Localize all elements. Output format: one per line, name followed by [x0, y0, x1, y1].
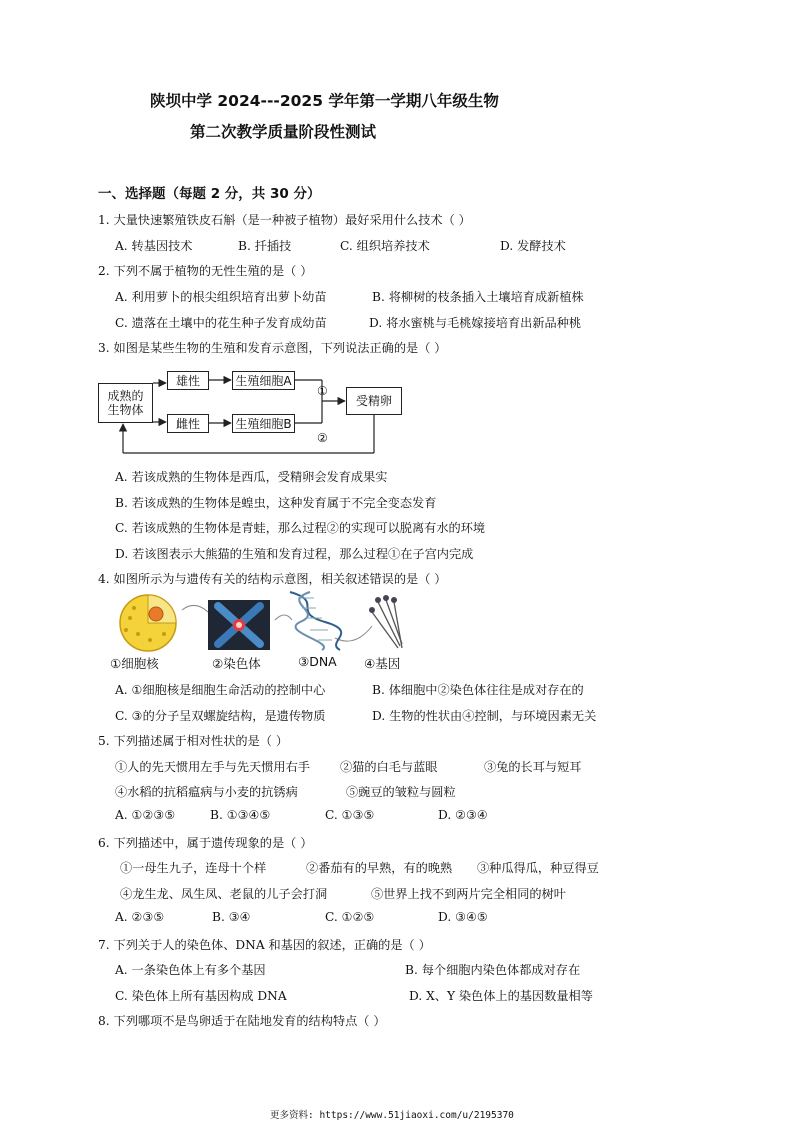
caption-nucleus: ①细胞核 — [110, 656, 159, 671]
question-5-option-b: B. ①③④⑤ — [210, 808, 271, 822]
question-8-stem: 8. 下列哪项不是鸟卵适于在陆地发育的结构特点（ ） — [98, 1014, 386, 1028]
question-6-option-d: D. ③④⑤ — [438, 910, 488, 924]
question-6-stem: 6. 下列描述中，属于遗传现象的是（ ） — [98, 836, 313, 850]
question-1-option-d: D. 发酵技术 — [500, 239, 566, 253]
question-5-stem: 5. 下列描述属于相对性状的是（ ） — [98, 734, 289, 748]
gene-icon — [369, 595, 402, 648]
question-5-option-d: D. ②③④ — [438, 808, 488, 822]
step-1-label: ① — [317, 384, 328, 398]
question-1-option-c: C. 组织培养技术 — [340, 239, 430, 253]
question-6-option-b: B. ③④ — [212, 910, 251, 924]
footer-source-link[interactable]: 更多资料: https://www.51jiaoxi.com/u/2195370 — [270, 1110, 514, 1121]
question-2-option-a: A. 利用萝卜的根尖组织培育出萝卜幼苗 — [115, 290, 327, 304]
question-2-option-b: B. 将柳树的枝条插入土壤培育成新植株 — [372, 290, 584, 304]
question-7-option-c: C. 染色体上所有基因构成 DNA — [115, 989, 287, 1003]
question-5-item-5: ⑤豌豆的皱粒与圆粒 — [346, 785, 456, 799]
question-3-stem: 3. 如图是某些生物的生殖和发育示意图，下列说法正确的是（ ） — [98, 341, 447, 355]
question-7-option-b: B. 每个细胞内染色体都成对存在 — [405, 963, 581, 977]
question-4-stem: 4. 如图所示为与遗传有关的结构示意图，相关叙述错误的是（ ） — [98, 572, 447, 586]
question-4-option-a: A. ①细胞核是细胞生命活动的控制中心 — [115, 683, 326, 697]
question-5-item-4: ④水稻的抗稻瘟病与小麦的抗锈病 — [115, 785, 298, 799]
heredity-illustrations — [110, 590, 420, 652]
section-heading: 一、选择题（每题 2 分，共 30 分） — [98, 186, 321, 202]
question-1-option-b: B. 扦插技 — [238, 239, 292, 253]
caption-chromosome: ②染色体 — [212, 656, 261, 671]
exam-title-line2: 第二次教学质量阶段性测试 — [190, 123, 377, 141]
question-6-option-a: A. ②③⑤ — [115, 910, 165, 924]
question-5-option-c: C. ①③⑤ — [325, 808, 375, 822]
question-6-item-5: ⑤世界上找不到两片完全相同的树叶 — [371, 887, 566, 901]
question-2-option-c: C. 遗落在土壤中的花生种子发育成幼苗 — [115, 316, 327, 330]
question-7-option-a: A. 一条染色体上有多个基因 — [115, 963, 266, 977]
zygote-box: 受精卵 — [346, 387, 402, 415]
question-6-item-2: ②番茄有的早熟，有的晚熟 — [306, 861, 453, 875]
reproduction-diagram — [98, 370, 418, 460]
dna-icon — [290, 592, 341, 650]
question-1-option-a: A. 转基因技术 — [115, 239, 193, 253]
question-4-option-d: D. 生物的性状由④控制，与环境因素无关 — [372, 709, 597, 723]
question-6-item-1: ①一母生九子，连母十个样 — [120, 861, 267, 875]
question-1-stem: 1. 大量快速繁殖铁皮石斛（是一种被子植物）最好采用什么技术（ ） — [98, 213, 471, 227]
question-4-option-b: B. 体细胞中②染色体往往是成对存在的 — [372, 683, 584, 697]
question-2-option-d: D. 将水蜜桃与毛桃嫁接培育出新品种桃 — [369, 316, 582, 330]
caption-dna: ③DNA — [298, 654, 337, 669]
question-3-option-b: B. 若该成熟的生物体是蝗虫，这种发育属于不完全变态发育 — [115, 496, 437, 510]
chromosome-icon — [208, 600, 270, 650]
question-6-item-3: ③种瓜得瓜，种豆得豆 — [477, 861, 599, 875]
question-5-option-a: A. ①②③⑤ — [115, 808, 176, 822]
exam-title-line1: 陕坝中学 2024---2025 学年第一学期八年级生物 — [150, 92, 499, 110]
caption-gene: ④基因 — [364, 656, 401, 671]
step-2-label: ② — [317, 431, 328, 445]
cell-a-box: 生殖细胞A — [232, 371, 295, 390]
question-6-option-c: C. ①②⑤ — [325, 910, 375, 924]
question-5-item-1: ①人的先天惯用左手与先天惯用右手 — [115, 760, 310, 774]
question-7-stem: 7. 下列关于人的染色体、DNA 和基因的叙述，正确的是（ ） — [98, 938, 431, 952]
question-3-option-a: A. 若该成熟的生物体是西瓜，受精卵会发育成果实 — [115, 470, 388, 484]
question-3-option-d: D. 若该图表示大熊猫的生殖和发育过程，那么过程①在子宫内完成 — [115, 547, 474, 561]
male-box: 雄性 — [167, 371, 209, 390]
heredity-figure — [110, 590, 420, 670]
question-6-item-4: ④龙生龙、凤生凤、老鼠的儿子会打洞 — [120, 887, 328, 901]
question-2-stem: 2. 下列不属于植物的无性生殖的是（ ） — [98, 264, 313, 278]
question-3-option-c: C. 若该成熟的生物体是青蛙，那么过程②的实现可以脱离有水的环境 — [115, 521, 486, 535]
question-5-item-3: ③兔的长耳与短耳 — [484, 760, 582, 774]
question-7-option-d: D. X、Y 染色体上的基因数量相等 — [409, 989, 593, 1003]
cell-b-box: 生殖细胞B — [232, 414, 295, 433]
female-box: 雌性 — [167, 414, 209, 433]
question-4-option-c: C. ③的分子呈双螺旋结构，是遗传物质 — [115, 709, 326, 723]
cell-nucleus-icon — [120, 595, 176, 651]
question-5-item-2: ②猫的白毛与蓝眼 — [340, 760, 438, 774]
organism-box: 成熟的 生物体 — [98, 383, 153, 423]
